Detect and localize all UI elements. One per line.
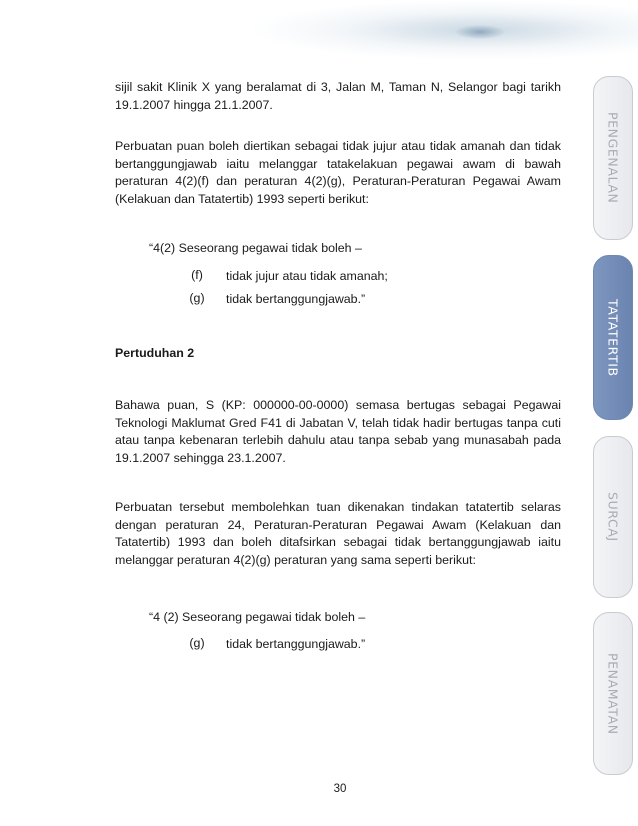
quote-1-item-f: tidak jujur atau tidak amanah; <box>226 269 388 283</box>
tab-penamatan[interactable] <box>593 612 633 775</box>
page-number: 30 <box>333 783 347 795</box>
paragraph-4: Perbuatan tersebut membolehkan tuan dikenakan tindakan tatatertib selaras dengan peraturan 24, Peraturan-Peraturan Pegawai Awam (Kelakuan dan Tatatertib) 1993 dan boleh ditafsirkan sebagai tidak bertanggungjawab iaitu melanggar peraturan 4(2)(g) peraturan yang sama seperti berikut: <box>115 500 561 567</box>
tab-pengenalan[interactable] <box>593 76 633 240</box>
quote-1-intro: “4(2) Seseorang pegawai tidak boleh – <box>149 241 362 255</box>
quote-2-item-g: tidak bertanggungjawab.” <box>226 637 366 651</box>
tab-pengenalan-label: PENGENALAN <box>605 112 621 204</box>
water-ripple-decoration <box>120 0 638 62</box>
section-heading: Pertuduhan 2 <box>115 346 195 360</box>
quote-1-label-g: (g) <box>189 291 205 305</box>
tab-tatatertib-label: TATATERTIB <box>605 298 621 377</box>
tab-surcaj-label: SURCAJ <box>605 492 621 542</box>
quote-1-label-f: (f) <box>191 268 203 282</box>
water-drop-decoration <box>455 25 505 39</box>
quote-1-item-g: tidak bertanggungjawab.” <box>226 292 366 306</box>
paragraph-1: sijil sakit Klinik X yang beralamat di 3, Jalan M, Taman N, Selangor bagi tarikh 19.1.2007 hingga 21.1.2007. <box>115 80 561 112</box>
quote-2-label-g: (g) <box>189 636 205 650</box>
tab-tatatertib[interactable] <box>593 255 633 420</box>
paragraph-2: Perbuatan puan boleh diertikan sebagai tidak jujur atau tidak amanah dan tidak bertanggungjawab iaitu melanggar tatakelakuan pegawai awam di bawah peraturan 4(2)(f) dan peraturan 4(2)(g), Peraturan-Peraturan Pegawai Awam (Kelakuan dan Tatatertib) 1993 seperti berikut: <box>115 139 561 206</box>
tab-surcaj[interactable] <box>593 436 633 598</box>
paragraph-3: Bahawa puan, S (KP: 000000-00-0000) semasa bertugas sebagai Pegawai Teknologi Maklumat Gred F41 di Jabatan V, telah tidak hadir bertugas tanpa cuti atau tanpa kebenaran terlebih dahulu atau tanpa sebab yang munasabah pada 19.1.2007 sehingga 23.1.2007. <box>115 398 561 465</box>
quote-2-intro: “4 (2) Seseorang pegawai tidak boleh – <box>149 610 366 624</box>
tab-penamatan-label: PENAMATAN <box>605 652 621 735</box>
